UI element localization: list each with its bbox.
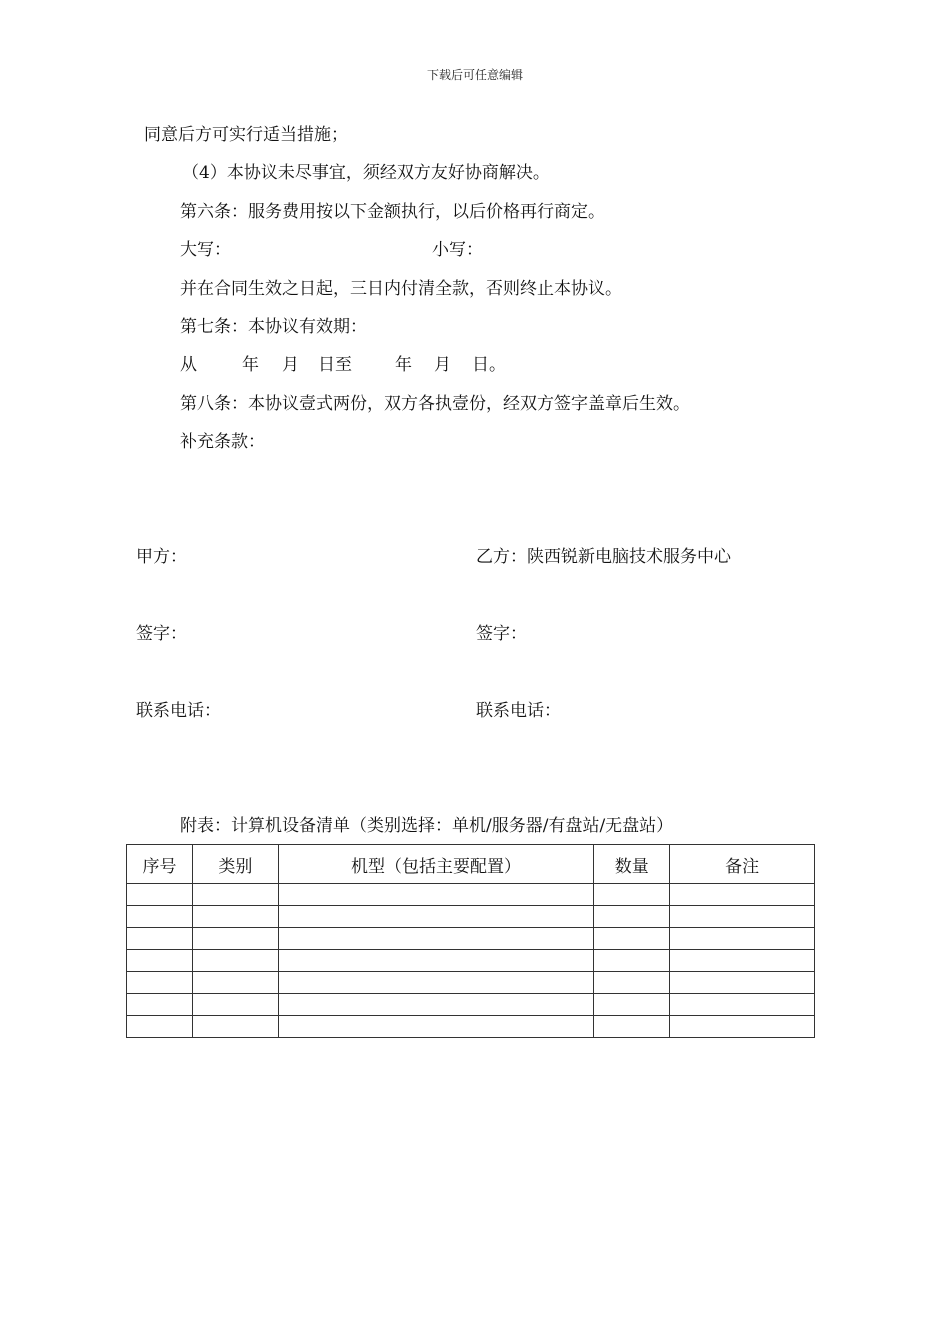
cell-index bbox=[127, 950, 193, 972]
cell-remarks bbox=[670, 884, 815, 906]
cell-index bbox=[127, 928, 193, 950]
col-header-remarks: 备注 bbox=[670, 845, 815, 884]
period-day-to: 日至 bbox=[318, 355, 352, 375]
col-header-category: 类别 bbox=[192, 845, 278, 884]
col-header-model: 机型（包括主要配置） bbox=[278, 845, 594, 884]
table-row bbox=[127, 928, 815, 950]
cell-model bbox=[278, 906, 594, 928]
cell-category bbox=[192, 884, 278, 906]
cell-model bbox=[278, 884, 594, 906]
cell-category bbox=[192, 950, 278, 972]
period-month-2: 月 bbox=[434, 355, 451, 375]
clause-line-1: 同意后方可实行适当措施； bbox=[144, 125, 348, 145]
cell-quantity bbox=[594, 884, 670, 906]
cell-remarks bbox=[670, 972, 815, 994]
sign-a-label: 签字： bbox=[136, 624, 187, 644]
table-row bbox=[127, 906, 815, 928]
cell-index bbox=[127, 906, 193, 928]
table-row bbox=[127, 1016, 815, 1038]
phone-a-label: 联系电话： bbox=[136, 701, 221, 721]
cell-remarks bbox=[670, 994, 815, 1016]
cell-remarks bbox=[670, 906, 815, 928]
payment-terms: 并在合同生效之日起，三日内付清全款，否则终止本协议。 bbox=[180, 279, 622, 299]
cell-model bbox=[278, 994, 594, 1016]
clause-line-2: （4）本协议未尽事宜，须经双方友好协商解决。 bbox=[182, 163, 550, 183]
cell-remarks bbox=[670, 950, 815, 972]
table-row bbox=[127, 972, 815, 994]
cell-quantity bbox=[594, 928, 670, 950]
cell-category bbox=[192, 972, 278, 994]
cell-category bbox=[192, 928, 278, 950]
equipment-table bbox=[126, 844, 815, 1038]
appendix-title: 附表：计算机设备清单（类别选择：单机/服务器/有盘站/无盘站） bbox=[180, 816, 674, 836]
table-row bbox=[127, 994, 815, 1016]
period-year-1: 年 bbox=[242, 355, 259, 375]
cell-remarks bbox=[670, 928, 815, 950]
cell-index bbox=[127, 884, 193, 906]
cell-category bbox=[192, 906, 278, 928]
cell-remarks bbox=[670, 1016, 815, 1038]
col-header-index: 序号 bbox=[127, 845, 193, 884]
header-note: 下载后可任意编辑 bbox=[426, 68, 523, 82]
period-month-1: 月 bbox=[282, 355, 299, 375]
period-year-2: 年 bbox=[395, 355, 412, 375]
table-row bbox=[127, 884, 815, 906]
sign-b-label: 签字： bbox=[476, 624, 527, 644]
cell-quantity bbox=[594, 972, 670, 994]
cell-model bbox=[278, 972, 594, 994]
period-from: 从 bbox=[180, 355, 197, 375]
cell-quantity bbox=[594, 1016, 670, 1038]
clause-six: 第六条：服务费用按以下金额执行，以后价格再行商定。 bbox=[180, 202, 605, 222]
supplementary-terms: 补充条款： bbox=[180, 432, 265, 452]
phone-b-label: 联系电话： bbox=[476, 701, 561, 721]
cell-model bbox=[278, 950, 594, 972]
cell-model bbox=[278, 1016, 594, 1038]
clause-eight: 第八条：本协议壹式两份，双方各执壹份，经双方签字盖章后生效。 bbox=[180, 394, 690, 414]
col-header-quantity: 数量 bbox=[594, 845, 670, 884]
cell-category bbox=[192, 994, 278, 1016]
party-a-label: 甲方： bbox=[136, 547, 187, 567]
table-header-row bbox=[127, 845, 815, 884]
cell-category bbox=[192, 1016, 278, 1038]
amount-small-label: 小写： bbox=[432, 240, 483, 260]
clause-seven: 第七条：本协议有效期： bbox=[180, 317, 367, 337]
cell-index bbox=[127, 994, 193, 1016]
cell-quantity bbox=[594, 906, 670, 928]
party-b-label: 乙方：陕西锐新电脑技术服务中心 bbox=[476, 547, 731, 567]
amount-capital-label: 大写： bbox=[180, 240, 231, 260]
cell-model bbox=[278, 928, 594, 950]
cell-index bbox=[127, 972, 193, 994]
table-body bbox=[127, 884, 815, 1038]
period-day-2: 日。 bbox=[472, 355, 506, 375]
cell-quantity bbox=[594, 994, 670, 1016]
cell-quantity bbox=[594, 950, 670, 972]
cell-index bbox=[127, 1016, 193, 1038]
table-row bbox=[127, 950, 815, 972]
